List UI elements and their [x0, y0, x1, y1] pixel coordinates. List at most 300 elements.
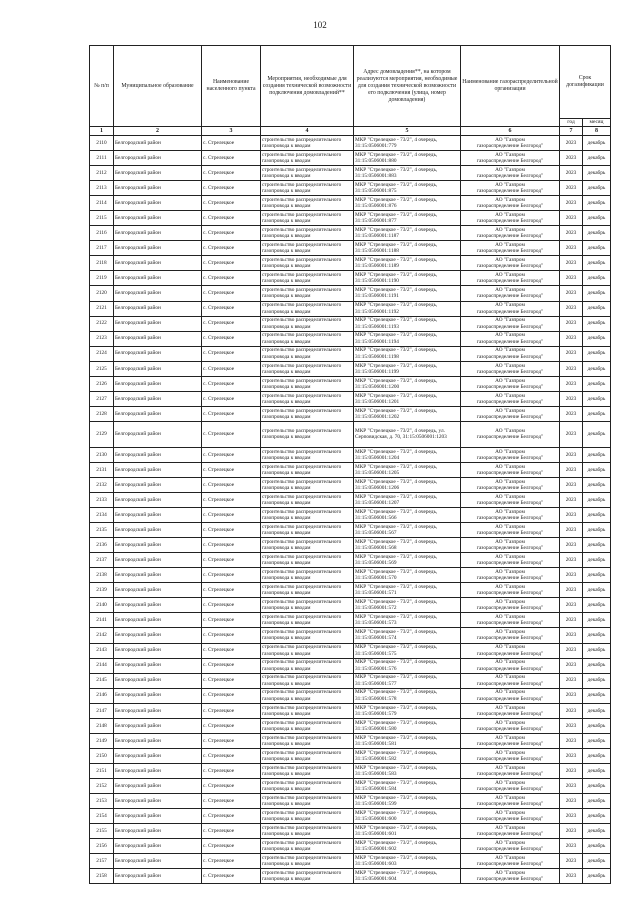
row-municipality: Белгородский район [114, 839, 202, 854]
row-measure-line1: строительство распределительного [262, 719, 342, 726]
row-org-line2: газораспределение Белгород" [476, 800, 544, 807]
row-measure-line1: строительство распределительного [262, 287, 342, 294]
table-row [90, 824, 611, 839]
row-address-line2: 31:15:0506001:1187 [355, 233, 399, 240]
row-settlement: с. Стрелецкое [202, 493, 261, 508]
row-number: 2144 [90, 658, 114, 673]
row-month: декабрь [583, 763, 611, 778]
table-row [90, 583, 611, 598]
row-address-line1: МКР "Стрелецкое - 73/2", 4 очередь, [355, 599, 438, 606]
row-org [461, 166, 560, 181]
table-row [90, 793, 611, 808]
row-measure-line2: газопровода к вводам [262, 353, 311, 360]
row-measure-line2: газопровода к вводам [262, 278, 311, 285]
row-settlement: с. Стрелецкое [202, 331, 261, 346]
row-org-line2: газораспределение Белгород" [476, 278, 544, 285]
row-measure-line1: строительство распределительного [262, 870, 342, 877]
row-year: 2023 [560, 869, 583, 884]
table-row [90, 553, 611, 568]
row-number: 2132 [90, 477, 114, 492]
row-year: 2023 [560, 643, 583, 658]
row-month: декабрь [583, 688, 611, 703]
table-row [90, 477, 611, 492]
row-year: 2023 [560, 568, 583, 583]
row-measure-line2: газопровода к вводам [262, 233, 311, 240]
row-month: декабрь [583, 538, 611, 553]
row-year: 2023 [560, 226, 583, 241]
row-address [354, 793, 461, 808]
table-row [90, 196, 611, 211]
row-org-line2: газораспределение Белгород" [476, 218, 544, 225]
row-org-line1: АО "Газпром [495, 749, 525, 756]
row-measure-line1: строительство распределительного [262, 227, 342, 234]
row-month: декабрь [583, 286, 611, 301]
row-month: декабрь [583, 824, 611, 839]
row-address-line1: МКР "Стрелецкое - 73/2", 4 очередь, [355, 538, 438, 545]
row-address-line1: МКР "Стрелецкое - 73/2", 4 очередь, [355, 136, 438, 143]
row-measure [261, 809, 354, 824]
table-row [90, 508, 611, 523]
row-org-line1: АО "Газпром [495, 870, 525, 877]
row-org-line1: АО "Газпром [495, 302, 525, 309]
row-address-line2: 31:15:0506001:1189 [355, 263, 399, 270]
row-settlement: с. Стрелецкое [202, 166, 261, 181]
row-settlement: с. Стрелецкое [202, 196, 261, 211]
row-month: декабрь [583, 809, 611, 824]
row-measure-line1: строительство распределительного [262, 809, 342, 816]
table-row [90, 733, 611, 748]
row-address [354, 778, 461, 793]
row-number: 2135 [90, 523, 114, 538]
row-address-line1: МКР "Стрелецкое - 73/2", 4 очередь, [355, 824, 438, 831]
row-municipality: Белгородский район [114, 376, 202, 391]
row-address [354, 256, 461, 271]
row-measure-line2: газопровода к вводам [262, 605, 311, 612]
row-measure-line1: строительство распределительного [262, 362, 342, 369]
table-row [90, 538, 611, 553]
row-address-line1: МКР "Стрелецкое - 73/2", 4 очередь, [355, 392, 438, 399]
row-settlement: с. Стрелецкое [202, 271, 261, 286]
row-number: 2118 [90, 256, 114, 271]
row-measure-line1: строительство распределительного [262, 704, 342, 711]
row-number: 2155 [90, 824, 114, 839]
row-measure [261, 166, 354, 181]
row-year: 2023 [560, 854, 583, 869]
row-municipality: Белгородский район [114, 673, 202, 688]
row-month: декабрь [583, 462, 611, 477]
row-measure-line1: строительство распределительного [262, 854, 342, 861]
row-address-line2: 31:15:0506001:1190 [355, 278, 399, 285]
row-settlement: с. Стрелецкое [202, 824, 261, 839]
row-org-line2: газораспределение Белгород" [476, 665, 544, 672]
row-number: 2122 [90, 316, 114, 331]
row-measure-line2: газопровода к вводам [262, 816, 311, 823]
row-measure-line2: газопровода к вводам [262, 308, 311, 315]
row-org [461, 643, 560, 658]
row-number: 2123 [90, 331, 114, 346]
row-address-line2: 31:15:0506001:575 [355, 650, 397, 657]
row-org [461, 256, 560, 271]
row-address-line2: 31:15:0506001:576 [355, 665, 397, 672]
col-number-5: 5 [354, 127, 461, 136]
header-month: месяц [583, 119, 611, 127]
row-measure-line1: строительство распределительного [262, 317, 342, 324]
row-address-line2: 31:15:0506001:567 [355, 530, 397, 537]
page-number: 102 [313, 20, 327, 30]
row-year: 2023 [560, 508, 583, 523]
row-address-line2: 31:15:0506001:571 [355, 590, 397, 597]
header-measures: Мероприятия, необходимые для создания технической возможности подключения домовладений** [261, 46, 354, 127]
row-org-line2: газораспределение Белгород" [476, 293, 544, 300]
row-municipality: Белгородский район [114, 241, 202, 256]
row-org [461, 869, 560, 884]
row-month: декабрь [583, 778, 611, 793]
row-org-line2: газораспределение Белгород" [476, 323, 544, 330]
row-address-line2: 31:15:0506001:779 [355, 143, 397, 150]
row-address-line1: МКР "Стрелецкое - 73/2", 4 очередь, [355, 151, 438, 158]
header-address: Адрес домовладения**, на котором реализуются мероприятия, необходимые для создания технической возможности его подключения (улица, номер домовладения) [354, 46, 461, 127]
row-address-line2: 31:15:0506001:1206 [355, 485, 400, 491]
row-address [354, 718, 461, 733]
row-measure-line1: строительство распределительного [262, 614, 342, 621]
row-org-line1: АО "Газпром [495, 428, 525, 435]
row-year: 2023 [560, 658, 583, 673]
table-row [90, 718, 611, 733]
row-measure-line1: строительство распределительного [262, 377, 342, 384]
row-org-line1: АО "Газпром [495, 136, 525, 143]
table-row [90, 241, 611, 256]
row-municipality: Белгородский район [114, 568, 202, 583]
row-org [461, 391, 560, 406]
row-address [354, 523, 461, 538]
row-address-line1: МКР "Стрелецкое - 73/2", 4 очередь, [355, 242, 438, 249]
row-address [354, 376, 461, 391]
row-municipality: Белгородский район [114, 748, 202, 763]
row-month: декабрь [583, 301, 611, 316]
row-org-line1: АО "Газпром [495, 272, 525, 279]
row-org-line1: АО "Газпром [495, 599, 525, 606]
row-number: 2145 [90, 673, 114, 688]
row-municipality: Белгородский район [114, 703, 202, 718]
row-org-line1: АО "Газпром [495, 614, 525, 621]
row-measure-line1: строительство распределительного [262, 644, 342, 651]
row-measure [261, 196, 354, 211]
row-settlement: с. Стрелецкое [202, 568, 261, 583]
row-org-line2: газораспределение Белгород" [476, 831, 544, 838]
row-org-line2: газораспределение Белгород" [476, 680, 544, 687]
row-measure-line2: газопровода к вводам [262, 755, 311, 762]
row-measure [261, 733, 354, 748]
row-number: 2158 [90, 869, 114, 884]
row-number: 2127 [90, 391, 114, 406]
row-number: 2152 [90, 778, 114, 793]
row-org-line2: газораспределение Белгород" [476, 434, 544, 441]
row-municipality: Белгородский район [114, 286, 202, 301]
row-org [461, 301, 560, 316]
row-measure [261, 301, 354, 316]
row-address [354, 136, 461, 151]
row-org [461, 703, 560, 718]
row-org-line1: АО "Газпром [495, 629, 525, 636]
row-measure-line2: газопровода к вводам [262, 485, 311, 491]
col-number-2: 2 [114, 127, 202, 136]
row-measure-line1: строительство распределительного [262, 428, 342, 435]
row-address-line2: 31:15:0506001:1192 [355, 308, 399, 315]
row-month: декабрь [583, 391, 611, 406]
table-row [90, 673, 611, 688]
row-address-line1: МКР "Стрелецкое - 73/2", 4 очередь, [355, 569, 438, 576]
row-address-line2: 31:15:0506001:569 [355, 560, 397, 567]
table-row [90, 271, 611, 286]
row-measure [261, 628, 354, 643]
row-number: 2121 [90, 301, 114, 316]
row-address [354, 493, 461, 508]
row-municipality: Белгородский район [114, 583, 202, 598]
row-number: 2137 [90, 553, 114, 568]
row-number: 2156 [90, 839, 114, 854]
row-org-line2: газораспределение Белгород" [476, 710, 544, 717]
row-year: 2023 [560, 211, 583, 226]
row-address [354, 301, 461, 316]
row-measure-line1: строительство распределительного [262, 272, 342, 279]
row-address [354, 658, 461, 673]
row-measure-line1: строительство распределительного [262, 151, 342, 158]
row-number: 2114 [90, 196, 114, 211]
row-address-line1: МКР "Стрелецкое - 73/2", 4 очередь, [355, 704, 438, 711]
row-org [461, 628, 560, 643]
row-org [461, 447, 560, 462]
row-address-line1: МКР "Стрелецкое - 73/2", 4 очередь, [355, 809, 438, 816]
row-year: 2023 [560, 462, 583, 477]
row-address [354, 673, 461, 688]
row-year: 2023 [560, 447, 583, 462]
row-org-line1: АО "Газпром [495, 674, 525, 681]
row-measure-line1: строительство распределительного [262, 824, 342, 831]
row-address-line1: МКР "Стрелецкое - 73/2", 4 очередь, [355, 257, 438, 264]
row-org-line1: АО "Газпром [495, 839, 525, 846]
row-settlement: с. Стрелецкое [202, 421, 261, 447]
row-address-line2: 31:15:0506001:580 [355, 725, 397, 732]
row-measure-line2: газопровода к вводам [262, 770, 311, 777]
col-number-6: 6 [461, 127, 560, 136]
row-org-line1: АО "Газпром [495, 734, 525, 741]
row-address-line1: МКР "Стрелецкое - 73/2", 4 очередь, [355, 272, 438, 279]
row-org [461, 406, 560, 421]
row-org [461, 361, 560, 376]
row-measure-line2: газопровода к вводам [262, 383, 311, 390]
row-measure-line1: строительство распределительного [262, 257, 342, 264]
row-address [354, 181, 461, 196]
row-measure-line2: газопровода к вводам [262, 876, 311, 883]
row-address-line2: 31:15:0506001:1204 [355, 454, 400, 461]
row-measure [261, 748, 354, 763]
row-number: 2130 [90, 447, 114, 462]
row-settlement: с. Стрелецкое [202, 598, 261, 613]
row-org [461, 376, 560, 391]
row-municipality: Белгородский район [114, 508, 202, 523]
row-measure [261, 447, 354, 462]
row-measure [261, 151, 354, 166]
row-number: 2134 [90, 508, 114, 523]
row-org-line2: газораспределение Белгород" [476, 650, 544, 657]
row-number: 2128 [90, 406, 114, 421]
row-address-line1: МКР "Стрелецкое - 73/2", 4 очередь, [355, 317, 438, 324]
row-org-line1: АО "Газпром [495, 779, 525, 786]
row-year: 2023 [560, 809, 583, 824]
row-org-line1: АО "Газпром [495, 287, 525, 294]
row-org-line2: газораспределение Белгород" [476, 785, 544, 792]
row-address [354, 361, 461, 376]
header-num: № п/п [90, 46, 114, 127]
row-month: декабрь [583, 643, 611, 658]
row-municipality: Белгородский район [114, 763, 202, 778]
row-year: 2023 [560, 136, 583, 151]
row-measure [261, 613, 354, 628]
row-settlement: с. Стрелецкое [202, 286, 261, 301]
row-number: 2140 [90, 598, 114, 613]
row-measure [261, 673, 354, 688]
row-settlement: с. Стрелецкое [202, 673, 261, 688]
row-address-line1: МКР "Стрелецкое - 73/2", 4 очередь, [355, 794, 438, 801]
row-measure-line1: строительство распределительного [262, 212, 342, 219]
table-row [90, 613, 611, 628]
row-org-line1: АО "Газпром [495, 332, 525, 339]
row-address-line2: 31:15:0506001:603 [355, 861, 397, 868]
row-measure [261, 271, 354, 286]
row-month: декабрь [583, 733, 611, 748]
row-address [354, 854, 461, 869]
row-number: 2131 [90, 462, 114, 477]
row-municipality: Белгородский район [114, 688, 202, 703]
row-year: 2023 [560, 406, 583, 421]
row-month: декабрь [583, 553, 611, 568]
row-address-line1: МКР "Стрелецкое - 73/2", 4 очередь, [355, 674, 438, 681]
row-org [461, 523, 560, 538]
row-org [461, 421, 560, 447]
row-month: декабрь [583, 166, 611, 181]
row-org-line2: газораспределение Белгород" [476, 263, 544, 270]
row-org-line1: АО "Газпром [495, 212, 525, 219]
row-org-line1: АО "Газпром [495, 166, 525, 173]
row-address-line1: МКР "Стрелецкое - 73/2", 4 очередь, [355, 227, 438, 234]
row-municipality: Белгородский район [114, 523, 202, 538]
row-number: 2133 [90, 493, 114, 508]
row-org-line1: АО "Газпром [495, 824, 525, 831]
row-address [354, 628, 461, 643]
row-address [354, 733, 461, 748]
row-month: декабрь [583, 151, 611, 166]
row-org [461, 241, 560, 256]
row-measure-line2: газопровода к вводам [262, 635, 311, 642]
row-org-line1: АО "Газпром [495, 719, 525, 726]
row-municipality: Белгородский район [114, 869, 202, 884]
row-settlement: с. Стрелецкое [202, 538, 261, 553]
row-measure-line1: строительство распределительного [262, 478, 342, 485]
row-address-line1: МКР "Стрелецкое - 73/2", 4 очередь, [355, 749, 438, 756]
row-number: 2117 [90, 241, 114, 256]
row-org [461, 462, 560, 477]
row-address-line1: МКР "Стрелецкое - 73/2", 4 очередь, [355, 463, 438, 470]
row-measure-line1: строительство распределительного [262, 347, 342, 354]
row-org-line1: АО "Газпром [495, 392, 525, 399]
row-address-line1: МКР "Стрелецкое - 73/2", 4 очередь, [355, 689, 438, 696]
row-address [354, 166, 461, 181]
row-org-line2: газораспределение Белгород" [476, 530, 544, 537]
row-address-line2: 31:15:0506001:1191 [355, 293, 399, 300]
row-address-line1: МКР "Стрелецкое - 73/2", 4 очередь, [355, 584, 438, 591]
row-measure-line2: газопровода к вводам [262, 560, 311, 567]
row-measure [261, 346, 354, 361]
row-measure-line2: газопровода к вводам [262, 368, 311, 375]
row-measure-line1: строительство распределительного [262, 332, 342, 339]
table-row [90, 316, 611, 331]
row-org-line2: газораспределение Белгород" [476, 413, 544, 420]
row-org-line2: газораспределение Белгород" [476, 740, 544, 747]
row-measure [261, 703, 354, 718]
row-address [354, 226, 461, 241]
row-org-line2: газораспределение Белгород" [476, 605, 544, 612]
row-municipality: Белгородский район [114, 733, 202, 748]
row-measure [261, 869, 354, 884]
row-municipality: Белгородский район [114, 331, 202, 346]
row-settlement: с. Стрелецкое [202, 226, 261, 241]
row-measure-line1: строительство распределительного [262, 181, 342, 188]
row-month: декабрь [583, 316, 611, 331]
row-settlement: с. Стрелецкое [202, 613, 261, 628]
row-settlement: с. Стрелецкое [202, 854, 261, 869]
row-org-line2: газораспределение Белгород" [476, 545, 544, 552]
row-number: 2138 [90, 568, 114, 583]
row-org [461, 718, 560, 733]
row-org-line2: газораспределение Белгород" [476, 590, 544, 597]
row-address-line1: МКР "Стрелецкое - 73/2", 4 очередь, [355, 362, 438, 369]
row-measure-line1: строительство распределительного [262, 749, 342, 756]
row-address-line2: 31:15:0506001:584 [355, 785, 397, 792]
row-year: 2023 [560, 286, 583, 301]
row-org-line1: АО "Газпром [495, 242, 525, 249]
row-month: декабрь [583, 568, 611, 583]
row-address-line2: 31:15:0506001:572 [355, 605, 397, 612]
row-measure [261, 226, 354, 241]
col-number-3: 3 [202, 127, 261, 136]
col-number-7: 7 [560, 127, 583, 136]
row-org [461, 583, 560, 598]
row-address-line2: 31:15:0506001:601 [355, 831, 397, 838]
header-org: Наименование газораспределительной организации [461, 46, 560, 127]
row-org-line2: газораспределение Белгород" [476, 500, 544, 507]
row-number: 2142 [90, 628, 114, 643]
row-number: 2157 [90, 854, 114, 869]
row-address-line1: МКР "Стрелецкое - 73/2", 4 очередь, [355, 854, 438, 861]
row-measure [261, 598, 354, 613]
row-month: декабрь [583, 136, 611, 151]
row-settlement: с. Стрелецкое [202, 151, 261, 166]
row-number: 2136 [90, 538, 114, 553]
row-org-line1: АО "Газпром [495, 854, 525, 861]
row-settlement: с. Стрелецкое [202, 839, 261, 854]
row-address-line1: МКР "Стрелецкое - 73/2", 4 очередь, [355, 734, 438, 741]
row-org [461, 493, 560, 508]
row-month: декабрь [583, 658, 611, 673]
table-row [90, 748, 611, 763]
row-measure [261, 553, 354, 568]
row-measure [261, 241, 354, 256]
row-address-line2: 31:15:0506001:1207 [355, 500, 400, 507]
row-settlement: с. Стрелецкое [202, 688, 261, 703]
row-measure-line2: газопровода к вводам [262, 263, 311, 270]
row-measure-line1: строительство распределительного [262, 448, 342, 455]
row-month: декабрь [583, 673, 611, 688]
